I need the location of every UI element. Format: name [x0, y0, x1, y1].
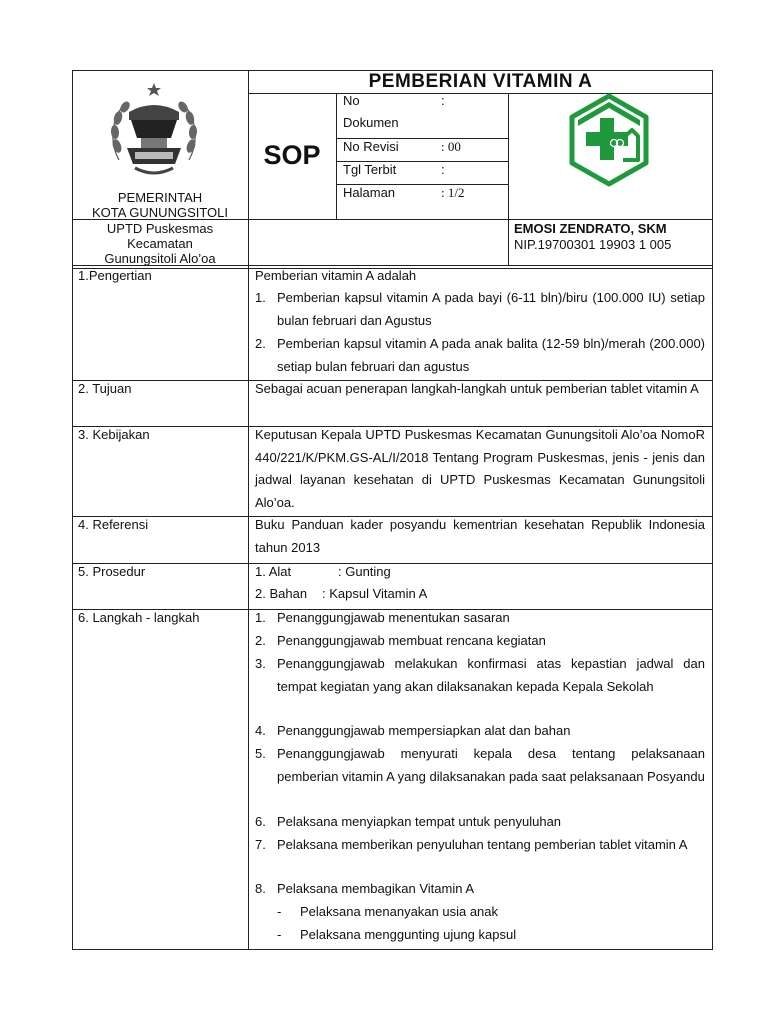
meta-value-terbit: : — [441, 162, 445, 177]
meta-value-halaman: : 1/2 — [441, 185, 465, 200]
list-number: 8. — [255, 881, 266, 896]
section-label-tujuan: 2. Tujuan — [78, 381, 132, 396]
sop-divider — [336, 93, 337, 219]
gov-line-1: PEMERINTAH — [117, 190, 203, 205]
section-label-referensi: 4. Referensi — [78, 517, 149, 532]
prosedur-alat-label: 1. Alat — [255, 564, 292, 579]
list-number: 4. — [255, 723, 266, 738]
langkah-item-6: Pelaksana menyiapkan tempat untuk penyuluhan — [277, 814, 562, 829]
meta-value-revisi: : 00 — [441, 139, 461, 154]
pengertian-item-1: Pemberian kapsul vitamin A pada bayi (6-11 bln)/biru (100.000 IU) setiap bulan februari dan Agustus — [277, 290, 705, 328]
list-number: 7. — [255, 837, 266, 852]
sub-item-dash: - — [277, 904, 282, 919]
langkah-item-2: Penanggungjawab membuat rencana kegiatan — [277, 633, 546, 648]
meta-value-dokumen: : — [441, 93, 445, 108]
langkah-item-5: Penanggungjawab menyurati kepala desa tentang pelaksanaan pemberian vitamin A yang dilaksanakan pada saat pelaksanaan Posyandu — [277, 746, 705, 784]
langkah-item-4: Penanggungjawab mempersiapkan alat dan bahan — [277, 723, 571, 738]
list-number: 6. — [255, 814, 266, 829]
document-title: PEMBERIAN VITAMIN A — [368, 71, 593, 92]
list-number: 5. — [255, 746, 266, 761]
list-number: 1. — [255, 610, 266, 625]
langkah-item-3: Penanggungjawab melakukan konfirmasi atas kepastian jadwal dan tempat kegiatan yang akan dilaksanakan kepada Kepala Sekolah — [277, 656, 705, 694]
referensi-text: Buku Panduan kader posyandu kementrian kesehatan Republik Indonesia tahun 2013 — [255, 517, 705, 555]
uptd-line-1: UPTD Puskesmas — [106, 221, 214, 236]
kebijakan-text: Keputusan Kepala UPTD Puskesmas Kecamatan Gunungsitoli Alo’oa NomoR 440/221/K/PKM.GS-AL/I/2018 Tentang Program Puskesmas, jenis - jenis dan jadwal layanan kesehatan di UPTD Puskesmas Kecamatan Gunungsitoli Alo’oa. — [255, 427, 705, 510]
meta-label-dokumen: Dokumen — [343, 115, 399, 130]
table-border-bottom — [72, 949, 713, 950]
sop-document — [72, 70, 713, 950]
langkah-sub-item-1: Pelaksana menanyakan usia anak — [300, 904, 499, 919]
prosedur-bahan-label: 2. Bahan — [255, 586, 308, 601]
meta-label-revisi: No Revisi — [343, 139, 399, 154]
sop-label: SOP — [263, 140, 321, 170]
signer-name: EMOSI ZENDRATO, SKM — [514, 221, 667, 236]
langkah-sub-item-2: Pelaksana menggunting ujung kapsul — [300, 927, 517, 942]
meta-label-halaman: Halaman — [343, 185, 396, 200]
table-border-right — [712, 70, 713, 950]
section-label-langkah: 6. Langkah - langkah — [78, 610, 200, 625]
uptd-line-2: Kecamatan — [127, 236, 193, 251]
section-label-pengertian: 1.Pengertian — [78, 268, 152, 283]
list-number: 1. — [255, 290, 266, 305]
meta-label-terbit: Tgl Terbit — [343, 162, 397, 177]
section-label-prosedur: 5. Prosedur — [78, 564, 146, 579]
langkah-item-7: Pelaksana memberikan penyuluhan tentang pemberian tablet vitamin A — [277, 837, 688, 852]
pengertian-item-2: Pemberian kapsul vitamin A pada anak balita (12-59 bln)/merah (200.000) setiap bulan februari dan agustus — [277, 336, 705, 374]
column-divider — [248, 70, 249, 950]
list-number: 3. — [255, 656, 266, 671]
prosedur-bahan-value: : Kapsul Vitamin A — [322, 586, 428, 601]
list-number: 2. — [255, 633, 266, 648]
row-line-signer — [248, 219, 713, 220]
meta-label-no: No — [343, 93, 360, 108]
prosedur-alat-value: : Gunting — [338, 564, 391, 579]
city-emblem-icon — [105, 80, 203, 184]
section-label-kebijakan: 3. Kebijakan — [78, 427, 150, 442]
uptd-line-3: Gunungsitoli Alo’oa — [104, 251, 216, 266]
langkah-item-8: Pelaksana membagikan Vitamin A — [277, 881, 475, 896]
signer-nip: NIP.19700301 19903 1 005 — [514, 237, 672, 252]
meta-divider — [508, 93, 509, 266]
gov-line-2: KOTA GUNUNGSITOLI — [91, 205, 229, 220]
list-number: 2. — [255, 336, 266, 351]
langkah-item-1: Penanggungjawab menentukan sasaran — [277, 610, 510, 625]
tujuan-text: Sebagai acuan penerapan langkah-langkah untuk pemberian tablet vitamin A — [255, 381, 699, 396]
puskesmas-logo-icon — [566, 92, 652, 188]
row-line — [72, 563, 713, 564]
sub-item-dash: - — [277, 927, 282, 942]
pengertian-intro: Pemberian vitamin A adalah — [255, 268, 417, 283]
